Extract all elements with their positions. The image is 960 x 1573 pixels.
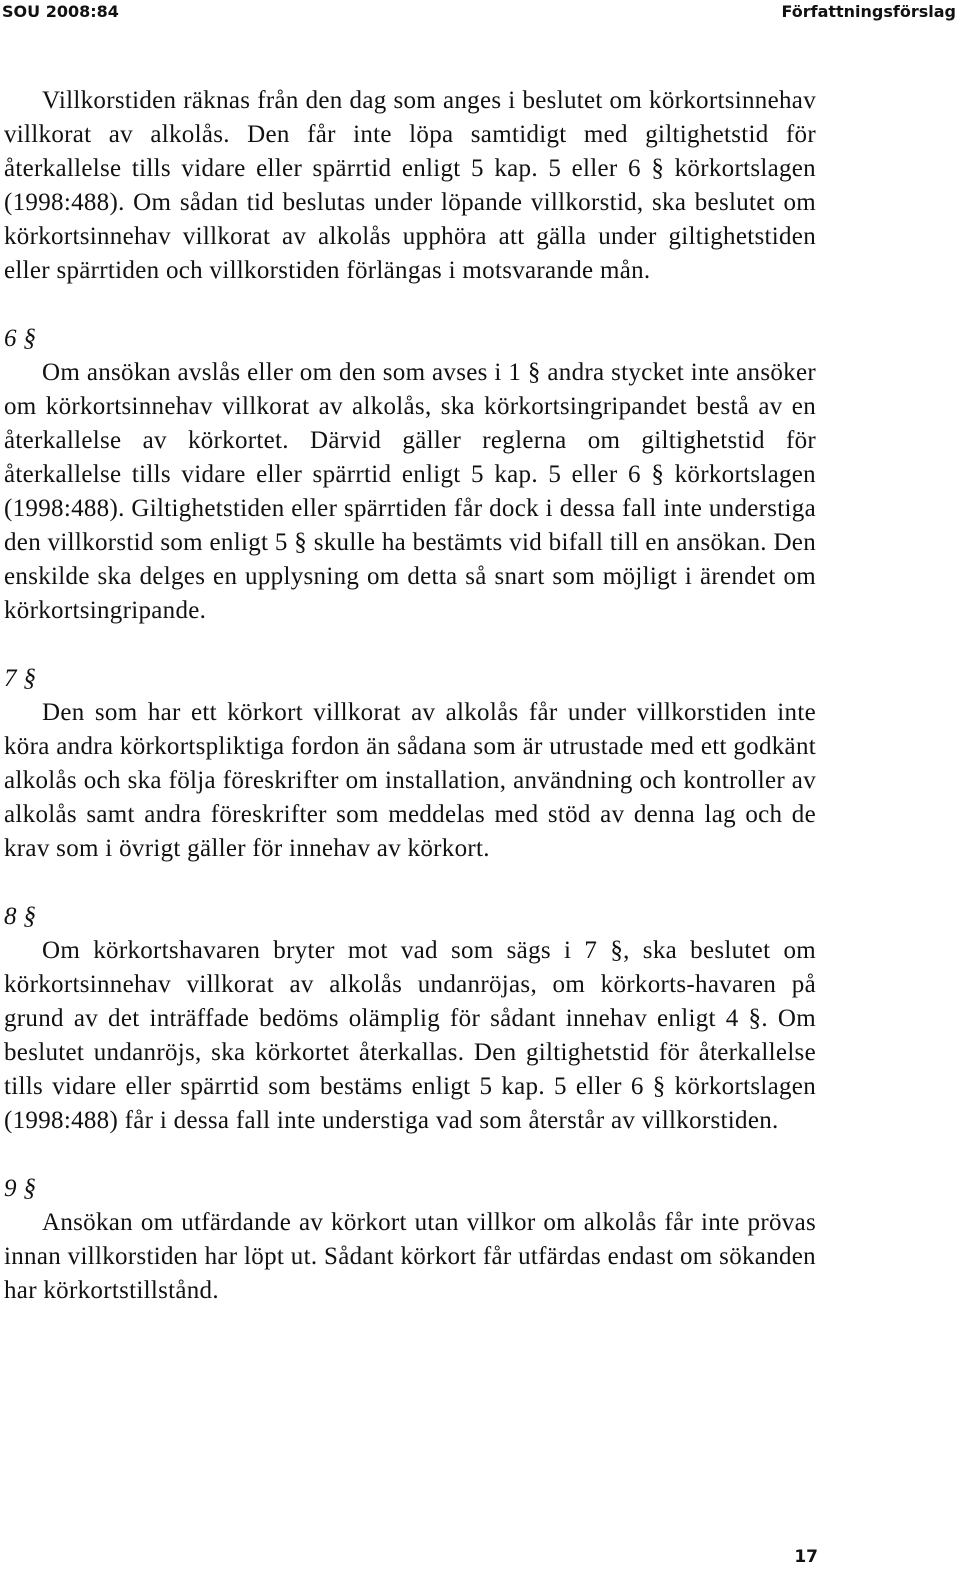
section-text: Den som har ett körkort villkorat av alkolås får under villkorstiden inte köra andra körkortspliktiga fordon än sådana som är utrustade med ett godkänt alkolås och ska följa föreskrifter om installation, användning och kontroller av alkolås samt andra föreskrifter som meddelas med stöd av denna lag och de krav som i övrigt gäller för innehav av körkort.	[4, 699, 816, 862]
document-body	[4, 84, 816, 1308]
section-text: Om körkortshavaren bryter mot vad som sägs i 7 §, ska beslutet om körkortsinnehav villkorat av alkolås undanröjas, om körkorts-havaren på grund av det inträffade bedöms olämplig för sådant innehav enligt 4 §. Om beslutet undanröjs, ska körkortet återkallas. Den giltighetstid för återkallelse tills vidare eller spärrtid som bestäms enligt 5 kap. 5 eller 6 § körkortslagen (1998:488) får i dessa fall inte understiga vad som återstår av villkorstiden.	[4, 937, 816, 1134]
page-number: 17	[794, 1547, 818, 1567]
section-number: 8 §	[4, 903, 37, 930]
section-title: Författningsförslag	[781, 2, 956, 21]
section-number: 7 §	[4, 665, 37, 692]
document-reference: SOU 2008:84	[2, 2, 119, 21]
intro-paragraph: Villkorstiden räknas från den dag som anges i beslutet om körkortsinnehav villkorat av alkolås. Den får inte löpa samtidigt med giltighetstid för återkallelse tills vidare eller spärrtid enligt 5 kap. 5 eller 6 § körkortslagen (1998:488). Om sådan tid beslutas under löpande villkorstid, ska beslutet om körkortsinnehav villkorat av alkolås upphöra att gälla under giltighetstiden eller spärrtiden och villkorstiden förlängas i motsvarande mån.	[4, 87, 816, 284]
section-number: 9 §	[4, 1175, 37, 1202]
section-6	[4, 322, 816, 628]
section-text: Om ansökan avslås eller om den som avses i 1 § andra stycket inte ansöker om körkortsinnehav villkorat av alkolås, ska körkortsingripandet bestå av en återkallelse av körkortet. Därvid gäller reglerna om giltighetstid för återkallelse tills vidare eller spärrtid enligt 5 kap. 5 eller 6 § körkortslagen (1998:488). Giltighetstiden eller spärrtiden får dock i dessa fall inte understiga den villkorstid som enligt 5 § skulle ha bestämts vid bifall till en ansökan. Den enskilde ska delges en upplysning om detta så snart som möjligt i ärendet om körkortsingripande.	[4, 359, 816, 624]
section-text: Ansökan om utfärdande av körkort utan villkor om alkolås får inte prövas innan villkorstiden har löpt ut. Sådant körkort får utfärdas endast om sökanden har körkortstillstånd.	[4, 1209, 816, 1304]
section-number: 6 §	[4, 325, 37, 352]
section-9	[4, 1172, 816, 1308]
section-8	[4, 900, 816, 1138]
section-7	[4, 662, 816, 866]
page-header	[0, 0, 960, 24]
